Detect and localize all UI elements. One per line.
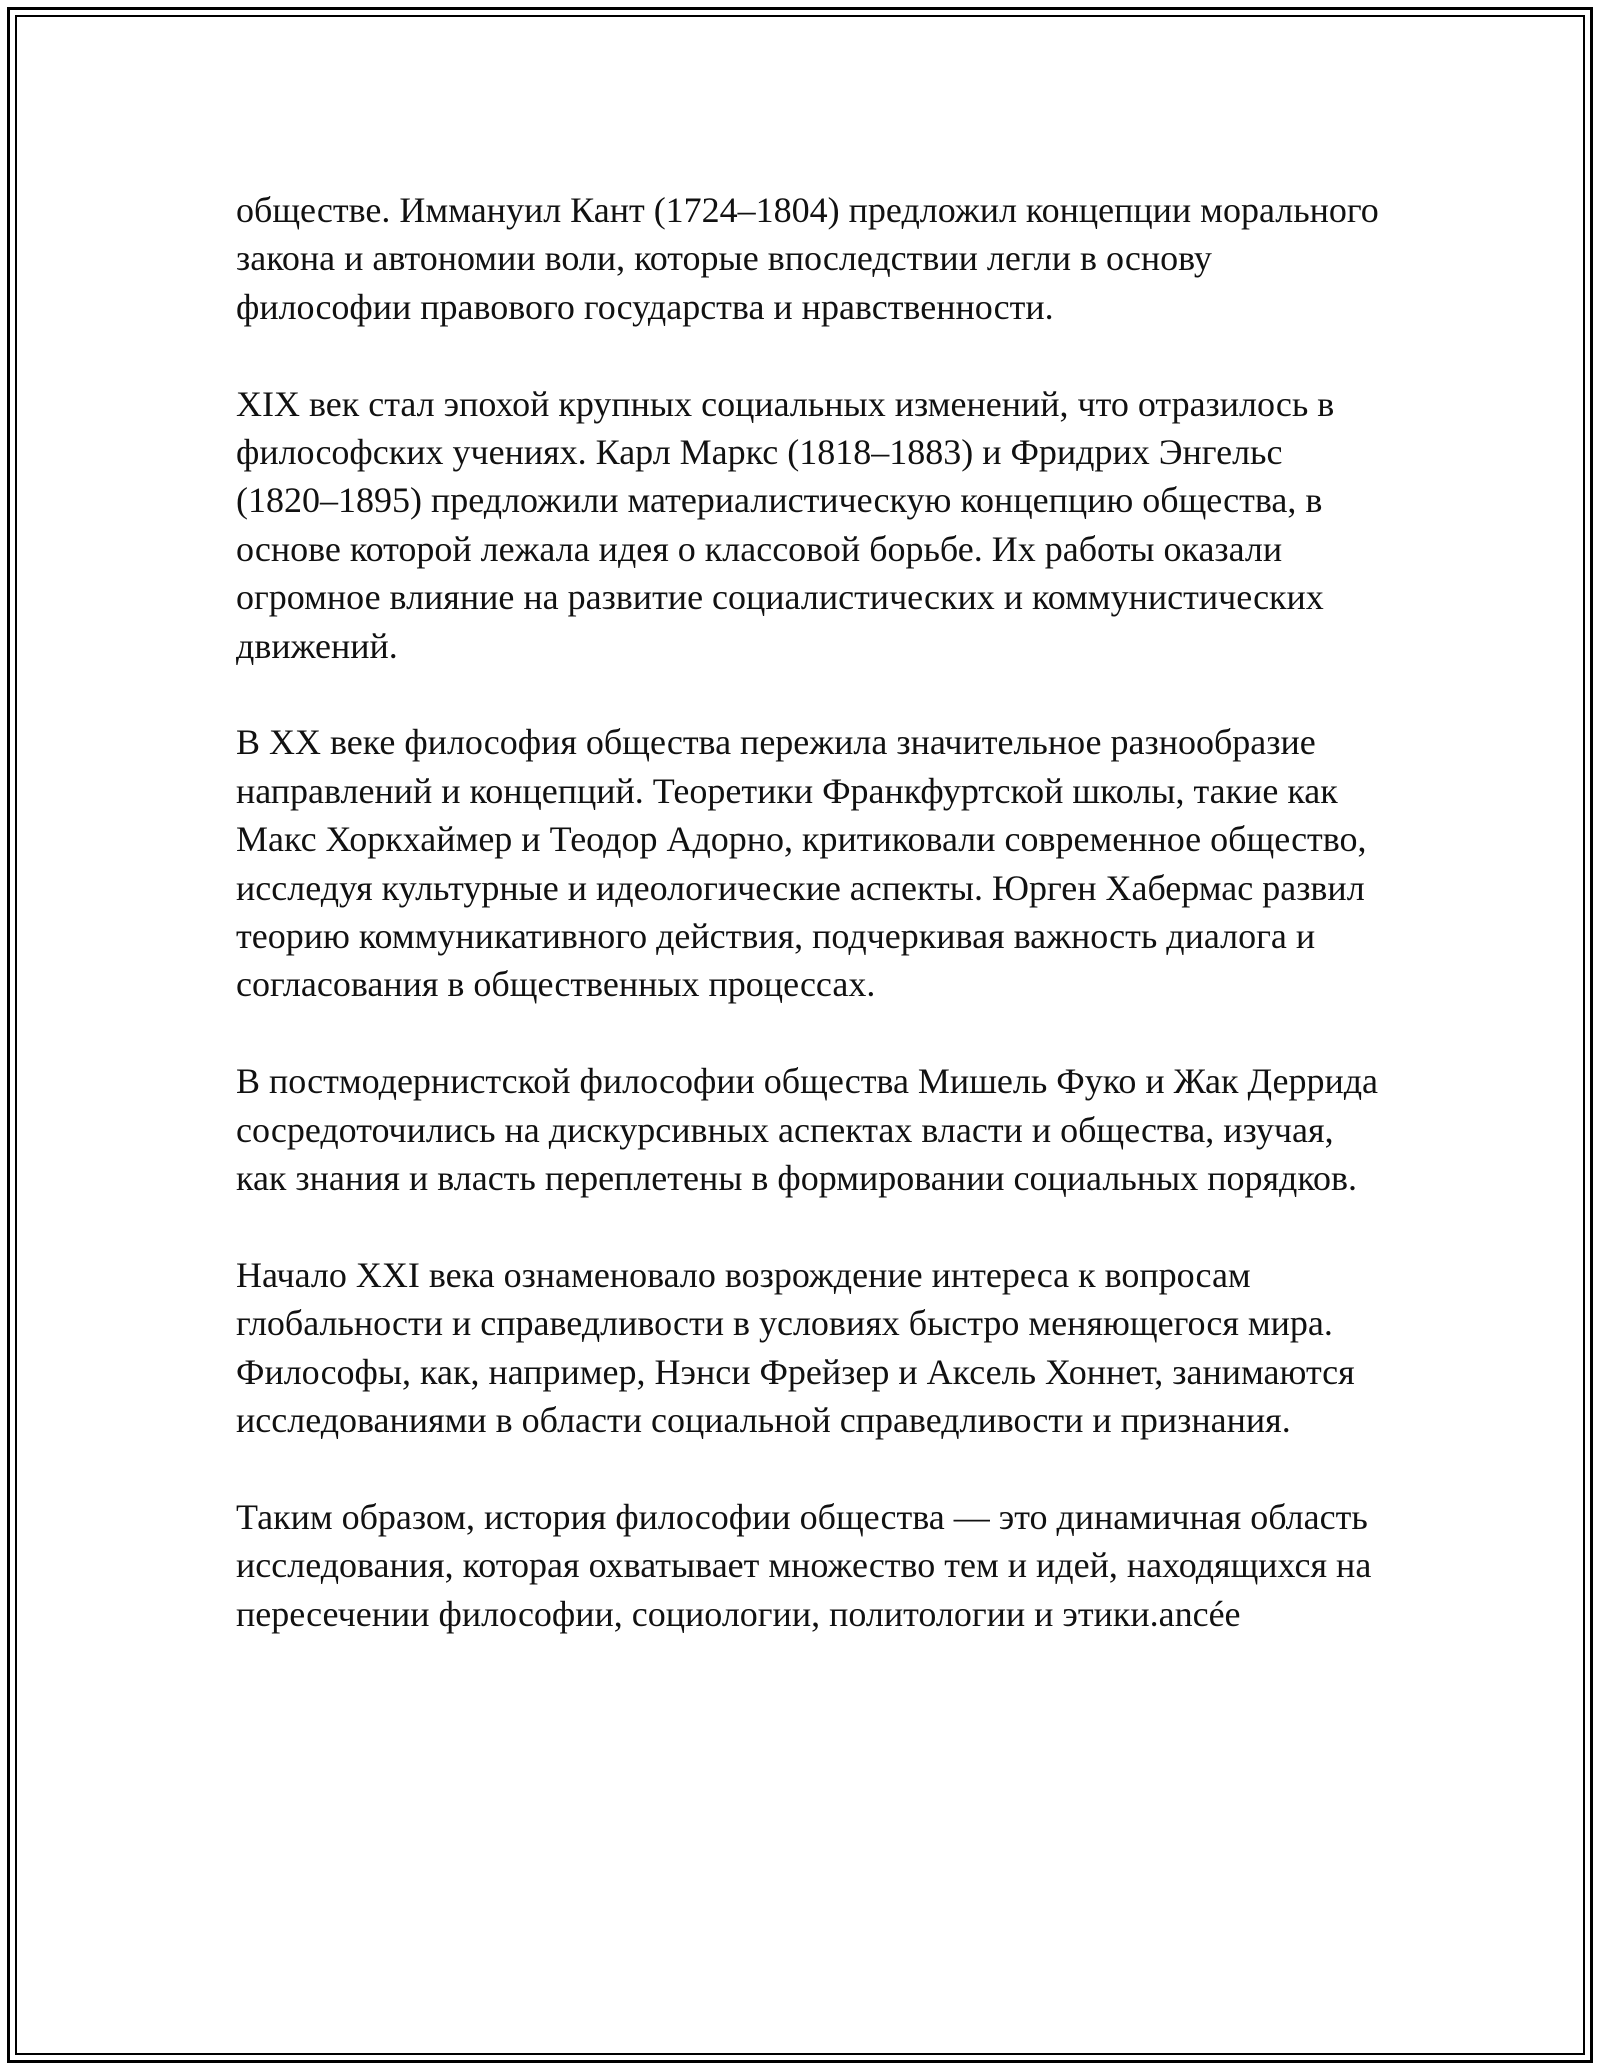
paragraph-conclusion: Таким образом, история философии общества — это динамичная область исследования, которая охватывает множество тем и идей, находящихся на пересечении философии, социологии, политологии и этики.ancée	[236, 1496, 1372, 1634]
paragraph-postmodernism: В постмодернистской философии общества Мишель Фуко и Жак Деррида сосредоточились на дискурсивных аспектах власти и общества, изучая, как знания и власть переплетены в формировании социальных порядков.	[236, 1061, 1379, 1199]
paragraph-21st-century: Начало XXI века ознаменовало возрождение интереса к вопросам глобальности и справедливости в условиях быстро меняющегося мира. Философы, как, например, Нэнси Фрейзер и Аксель Хоннет, занимаются исследованиями в области социальной справедливости и признания.	[236, 1254, 1355, 1441]
document-body	[236, 186, 1386, 1638]
paragraph-kant: обществе. Иммануил Кант (1724–1804) предложил концепции морального закона и автономии воли, которые впоследствии легли в основу философии правового государства и нравственности.	[236, 190, 1379, 327]
paragraph-20th-century: В XX веке философия общества пережила значительное разнообразие направлений и концепций. Теоретики Франкфуртской школы, такие как Макс Хоркхаймер и Теодор Адорно, критиковали современное общество, исследуя культурные и идеологические аспекты. Юрген Хабермас развил теорию коммуникативного действия, подчеркивая важность диалога и согласования в общественных процессах.	[236, 722, 1367, 1005]
paragraph-19th-century: XIX век стал эпохой крупных социальных изменений, что отразилось в философских учениях. Карл Маркс (1818–1883) и Фридрих Энгельс (1820–1895) предложили материалистическую концепцию общества, в основе которой лежала идея о классовой борьбе. Их работы оказали огромное влияние на развитие социалистических и коммунистических движений.	[236, 383, 1335, 666]
